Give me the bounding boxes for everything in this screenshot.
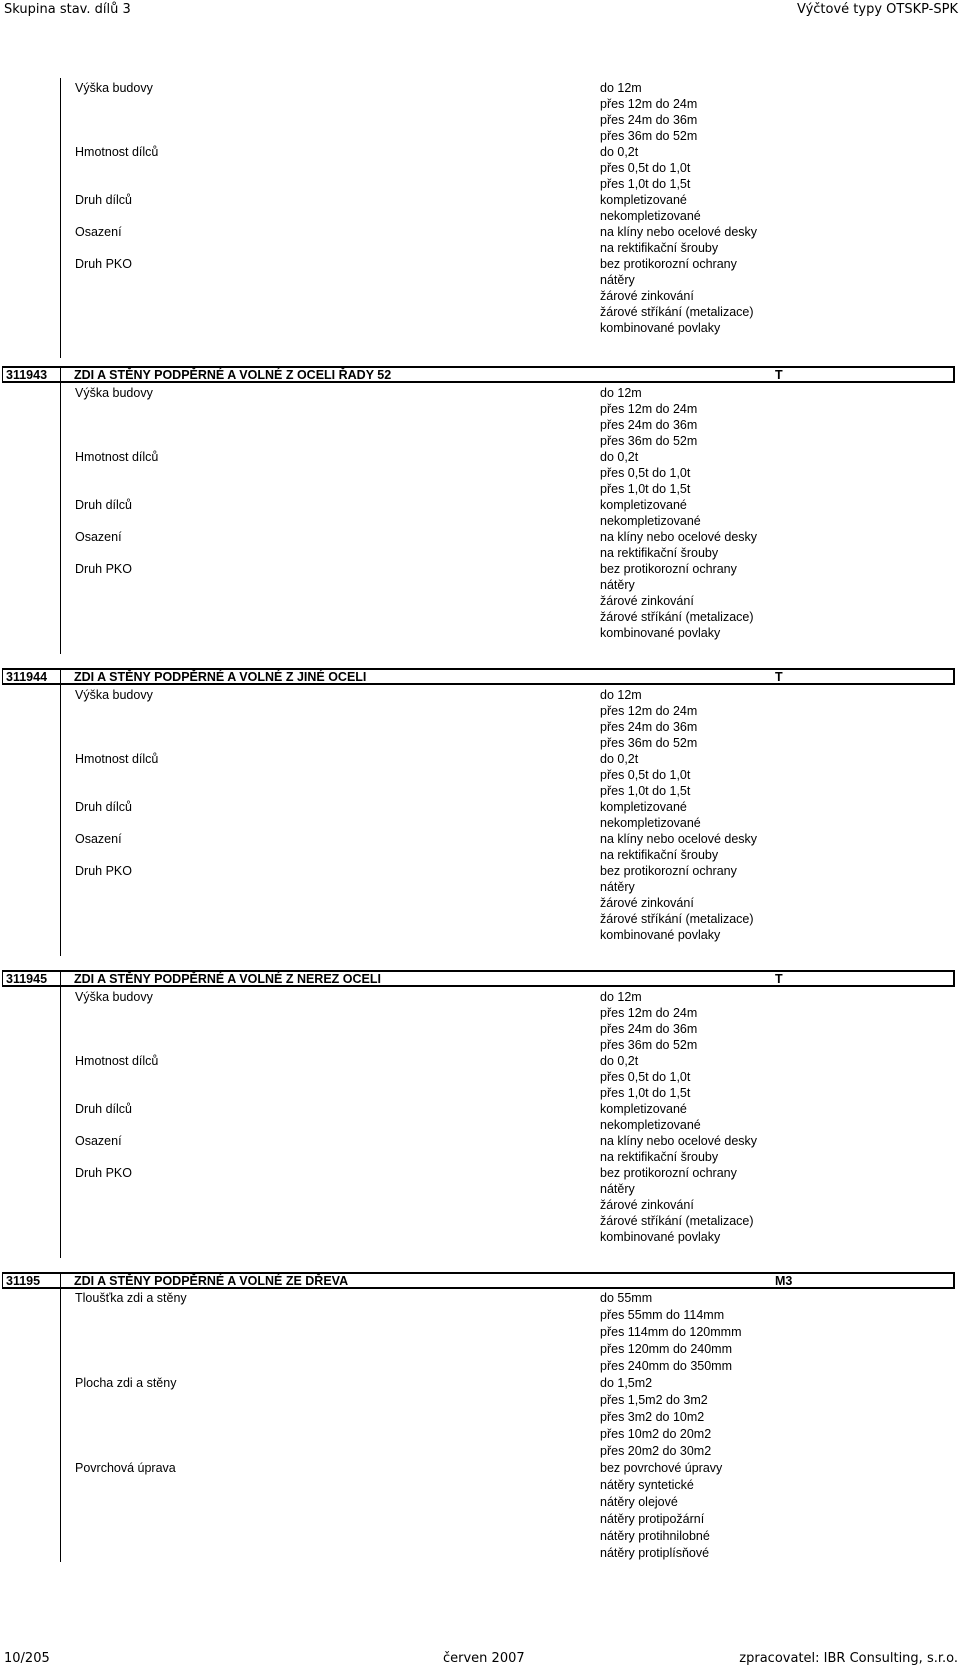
value: na rektifikační šrouby — [600, 546, 719, 560]
label-hmotnost: Hmotnost dílců — [75, 450, 159, 464]
value: do 0,2t — [600, 752, 639, 766]
value: přes 1,0t do 1,5t — [600, 482, 691, 496]
label-vyska: Výška budovy — [75, 386, 153, 400]
label-pko: Druh PKO — [75, 257, 132, 271]
label-pko: Druh PKO — [75, 864, 132, 878]
value: přes 1,0t do 1,5t — [600, 784, 691, 798]
item-block-311945 — [0, 970, 960, 1258]
item-block-continuation — [0, 78, 960, 358]
value: na rektifikační šrouby — [600, 241, 719, 255]
value: nátěry protipožární — [600, 1512, 705, 1526]
value: žárové stříkání (metalizace) — [600, 912, 754, 926]
label-osazeni: Osazení — [75, 1134, 122, 1148]
item-title: ZDI A STĚNY PODPĚRNÉ A VOLNÉ Z NEREZ OCELI — [74, 972, 381, 986]
value: nátěry olejové — [600, 1495, 678, 1509]
value: do 12m — [600, 386, 642, 400]
value: přes 240mm do 350mm — [600, 1359, 733, 1373]
item-unit: M3 — [775, 1274, 793, 1288]
footer-date: červen 2007 — [443, 1651, 525, 1666]
label-hmotnost: Hmotnost dílců — [75, 1054, 159, 1068]
header-left: Skupina stav. dílů 3 — [4, 2, 131, 17]
label-druh: Druh dílců — [75, 1102, 132, 1116]
value: kombinované povlaky — [600, 1230, 721, 1244]
value: na klíny nebo ocelové desky — [600, 225, 758, 239]
value: přes 36m do 52m — [600, 129, 698, 143]
item-title: ZDI A STĚNY PODPĚRNÉ A VOLNÉ Z OCELI ŘADY 52 — [74, 368, 392, 382]
label-osazeni: Osazení — [75, 225, 122, 239]
value: bez povrchové úpravy — [600, 1461, 723, 1475]
value: přes 0,5t do 1,0t — [600, 161, 691, 175]
label-vyska: Výška budovy — [75, 990, 153, 1004]
value: kombinované povlaky — [600, 321, 721, 335]
value: přes 0,5t do 1,0t — [600, 1070, 691, 1084]
value: kompletizované — [600, 800, 687, 814]
value: kompletizované — [600, 1102, 687, 1116]
value: kompletizované — [600, 498, 687, 512]
value: nátěry — [600, 880, 635, 894]
label-tloustka: Tloušťka zdi a stěny — [75, 1291, 187, 1305]
value: přes 10m2 do 20m2 — [600, 1427, 712, 1441]
value: do 12m — [600, 688, 642, 702]
item-unit: T — [775, 368, 783, 382]
value: přes 1,0t do 1,5t — [600, 177, 691, 191]
value: přes 3m2 do 10m2 — [600, 1410, 705, 1424]
value: do 0,2t — [600, 145, 639, 159]
value: nekompletizované — [600, 514, 701, 528]
value: přes 24m do 36m — [600, 720, 698, 734]
footer-page-number: 10/205 — [4, 1651, 50, 1666]
value: přes 20m2 do 30m2 — [600, 1444, 712, 1458]
item-block-311944 — [0, 668, 960, 956]
value: bez protikorozní ochrany — [600, 562, 737, 576]
value: na klíny nebo ocelové desky — [600, 1134, 758, 1148]
value: nátěry — [600, 273, 635, 287]
label-vyska: Výška budovy — [75, 81, 153, 95]
value: na klíny nebo ocelové desky — [600, 530, 758, 544]
value: přes 0,5t do 1,0t — [600, 466, 691, 480]
value: přes 36m do 52m — [600, 434, 698, 448]
label-vyska: Výška budovy — [75, 688, 153, 702]
value: žárové zinkování — [600, 594, 694, 608]
footer-author: zpracovatel: IBR Consulting, s.r.o. — [739, 1651, 958, 1666]
value: nekompletizované — [600, 1118, 701, 1132]
value: na rektifikační šrouby — [600, 848, 719, 862]
value: žárové stříkání (metalizace) — [600, 610, 754, 624]
value: žárové zinkování — [600, 289, 694, 303]
value: nátěry syntetické — [600, 1478, 694, 1492]
value: kompletizované — [600, 193, 687, 207]
label-osazeni: Osazení — [75, 530, 122, 544]
label-hmotnost: Hmotnost dílců — [75, 145, 159, 159]
item-block-311943 — [0, 366, 960, 654]
item-code: 311944 — [6, 670, 48, 684]
value: kombinované povlaky — [600, 626, 721, 640]
label-osazeni: Osazení — [75, 832, 122, 846]
value: do 0,2t — [600, 450, 639, 464]
item-code: 311945 — [6, 972, 48, 986]
label-povrch: Povrchová úprava — [75, 1461, 176, 1475]
value: přes 24m do 36m — [600, 1022, 698, 1036]
item-block-31195 — [0, 1272, 960, 1562]
value: přes 12m do 24m — [600, 704, 698, 718]
page-header — [0, 0, 960, 24]
label-pko: Druh PKO — [75, 562, 132, 576]
value: nátěry protihnilobné — [600, 1529, 710, 1543]
label-druh: Druh dílců — [75, 498, 132, 512]
label-druh: Druh dílců — [75, 800, 132, 814]
value: žárové zinkování — [600, 1198, 694, 1212]
value: přes 55mm do 114mm — [600, 1308, 725, 1322]
value: přes 12m do 24m — [600, 97, 698, 111]
value: kombinované povlaky — [600, 928, 721, 942]
value: přes 24m do 36m — [600, 418, 698, 432]
value: přes 1,0t do 1,5t — [600, 1086, 691, 1100]
value: nátěry — [600, 1182, 635, 1196]
value: na klíny nebo ocelové desky — [600, 832, 758, 846]
item-code: 31195 — [6, 1274, 41, 1288]
value: žárové stříkání (metalizace) — [600, 1214, 754, 1228]
value: přes 36m do 52m — [600, 1038, 698, 1052]
value: nekompletizované — [600, 209, 701, 223]
value: do 12m — [600, 81, 642, 95]
item-code: 311943 — [6, 368, 48, 382]
value: nátěry protiplísňové — [600, 1546, 710, 1560]
value: bez protikorozní ochrany — [600, 864, 737, 878]
value: přes 12m do 24m — [600, 1006, 698, 1020]
header-right: Výčtové typy OTSKP-SPK — [797, 2, 958, 17]
value: přes 120mm do 240mm — [600, 1342, 733, 1356]
item-unit: T — [775, 972, 783, 986]
value: žárové zinkování — [600, 896, 694, 910]
value: přes 12m do 24m — [600, 402, 698, 416]
value: přes 24m do 36m — [600, 113, 698, 127]
value: přes 0,5t do 1,0t — [600, 768, 691, 782]
value: bez protikorozní ochrany — [600, 1166, 737, 1180]
item-title: ZDI A STĚNY PODPĚRNÉ A VOLNÉ ZE DŘEVA — [74, 1274, 349, 1288]
value: do 55mm — [600, 1291, 653, 1305]
value: do 0,2t — [600, 1054, 639, 1068]
value: nekompletizované — [600, 816, 701, 830]
value: bez protikorozní ochrany — [600, 257, 737, 271]
item-unit: T — [775, 670, 783, 684]
label-hmotnost: Hmotnost dílců — [75, 752, 159, 766]
value: přes 36m do 52m — [600, 736, 698, 750]
label-druh: Druh dílců — [75, 193, 132, 207]
value: nátěry — [600, 578, 635, 592]
value: do 12m — [600, 990, 642, 1004]
value: na rektifikační šrouby — [600, 1150, 719, 1164]
label-plocha: Plocha zdi a stěny — [75, 1376, 177, 1390]
value: přes 1,5m2 do 3m2 — [600, 1393, 708, 1407]
page-footer — [0, 1648, 960, 1670]
value: přes 114mm do 120mmm — [600, 1325, 742, 1339]
label-pko: Druh PKO — [75, 1166, 132, 1180]
value: žárové stříkání (metalizace) — [600, 305, 754, 319]
value: do 1,5m2 — [600, 1376, 653, 1390]
item-title: ZDI A STĚNY PODPĚRNÉ A VOLNÉ Z JINÉ OCELI — [74, 670, 367, 684]
